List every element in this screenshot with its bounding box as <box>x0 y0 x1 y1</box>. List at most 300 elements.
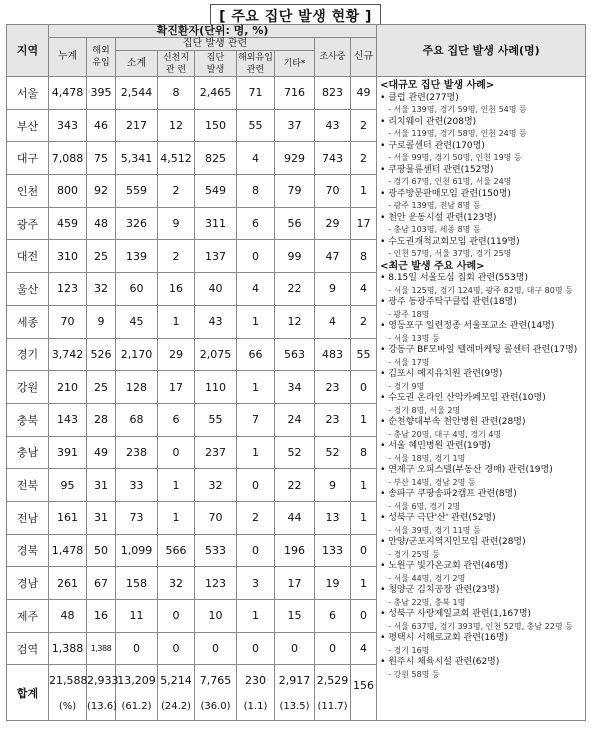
cluster-cell: 70 <box>195 501 237 534</box>
cluster-cell: 533 <box>195 534 237 567</box>
total-total-cell <box>49 665 87 721</box>
case-item: • 김포시 예지유치원 관련(9명) <box>380 369 503 379</box>
case-name: 구로콜센터 관련(170명) <box>388 140 485 151</box>
case-item: • 원주시 체육시설 관련(62명) <box>380 657 500 667</box>
subtotal-cell: 5,341 <box>116 142 158 175</box>
other-cell: 12 <box>275 305 315 338</box>
total-overseas-cell <box>87 665 119 721</box>
other-cell: 563 <box>275 338 315 371</box>
total-percent: (24.2) <box>160 700 192 712</box>
case-name: 수도권개척교회모임 관련(119명) <box>388 236 520 247</box>
investigating-cell: 483 <box>315 338 351 371</box>
investigating-cell: 6 <box>315 600 351 633</box>
case-detail-text: 서울 6명, 경기 2명 <box>393 501 461 511</box>
new-cell: 55 <box>351 338 377 371</box>
overseas-related-cell: 1 <box>237 600 275 633</box>
case-name: 수도권 온라인 산악카페모임 관련(10명) <box>388 393 546 403</box>
overseas-related-cell: 0 <box>237 469 275 502</box>
table-row <box>7 77 586 110</box>
total-cell: 3,742 <box>49 338 87 371</box>
new-cell: 2 <box>351 142 377 175</box>
overseas-related-cell: 66 <box>237 338 275 371</box>
new-cell: 1 <box>351 567 377 600</box>
total-shincheonji-cell <box>158 665 195 721</box>
total-subtotal-cell <box>116 665 158 721</box>
total-percent: (11.7) <box>317 700 348 712</box>
case-detail-text: 서울 44명, 경기 2명 <box>393 573 466 583</box>
overseas-related-cell: 0 <box>237 534 275 567</box>
total-cell: 1,388 <box>49 632 87 665</box>
case-detail-text: 서울 39명, 경기 11명 등 <box>393 525 481 535</box>
new-cell: 8 <box>351 436 377 469</box>
subtotal-cell: 60 <box>116 273 158 306</box>
overseas-related-cell: 2 <box>237 501 275 534</box>
case-detail-text: 충남 20명, 대구 4명, 경기 4명 <box>393 429 502 439</box>
case-detail: - 서울 17명 <box>388 357 430 367</box>
subtotal-cell: 73 <box>116 501 158 534</box>
case-item: • 광주 동광주탁구클럽 관련(18명) <box>380 297 517 307</box>
case-detail: - 충남 103명, 세종 8명 등 <box>388 225 481 234</box>
total-cell: 161 <box>49 501 87 534</box>
other-cell: 44 <box>275 501 315 534</box>
case-name: 김포시 예지유치원 관련(9명) <box>388 369 503 379</box>
shincheonji-cell: 1 <box>158 305 195 338</box>
overseas-cell: 9 <box>87 305 116 338</box>
case-detail: - 서울 119명, 경기 58명, 인천 24명 등 <box>388 129 527 138</box>
header-overseas-related: 해외유입 관련 <box>238 52 273 75</box>
case-detail-text: 서울 17명 <box>393 357 430 367</box>
investigating-cell: 0 <box>315 632 351 665</box>
case-detail: - 광주 139명, 전남 8명 등 <box>388 201 481 210</box>
total-percent: (13.6) <box>87 700 118 712</box>
table-body <box>7 77 586 721</box>
other-cell: 24 <box>275 403 315 436</box>
other-cell: 0 <box>275 632 315 665</box>
header-cluster-outbreak: 집단 발생 <box>195 51 237 77</box>
shincheonji-cell: 8 <box>158 77 195 110</box>
overseas-cell: 25 <box>87 371 116 404</box>
investigating-cell: 743 <box>315 142 351 175</box>
region-cell: 서울 <box>7 77 49 110</box>
region-cell: 인천 <box>7 175 49 208</box>
investigating-cell: 70 <box>315 175 351 208</box>
investigating-cell: 52 <box>315 436 351 469</box>
case-detail: - 경기 25명 등 <box>388 549 440 559</box>
cluster-cell: 55 <box>195 403 237 436</box>
case-detail: - 서울 44명, 경기 2명 <box>388 573 466 583</box>
case-item: • 8.15일 서울도심 집회 관련(553명) <box>380 273 528 283</box>
new-cell: 49 <box>351 77 377 110</box>
case-item: • 서울 혜민병원 관련(19명) <box>380 441 491 451</box>
subtotal-cell: 1,099 <box>116 534 158 567</box>
subtotal-cell: 2,170 <box>116 338 158 371</box>
case-detail: - 충남 22명, 충북 1명 <box>388 597 466 607</box>
investigating-cell: 823 <box>315 77 351 110</box>
cluster-cell: 549 <box>195 175 237 208</box>
cluster-cell: 123 <box>195 567 237 600</box>
case-name: 안양/군포지역지인모임 관련(28명) <box>388 537 526 547</box>
case-item: • 안양/군포지역지인모임 관련(28명) <box>380 537 526 547</box>
case-detail-text: 인천 57명, 서울 37명, 경기 25명 <box>393 249 512 258</box>
total-value: 7,765 <box>199 673 232 687</box>
overseas-related-cell: 3 <box>237 567 275 600</box>
subtotal-cell: 326 <box>116 207 158 240</box>
new-cell: 0 <box>351 371 377 404</box>
region-cell: 경기 <box>7 338 49 371</box>
shincheonji-cell: 4,512 <box>158 142 195 175</box>
overseas-related-cell: 71 <box>237 77 275 110</box>
case-name: 광주방문판매모임 관련(150명) <box>388 188 511 199</box>
other-cell: 716 <box>275 77 315 110</box>
cluster-cell: 150 <box>195 109 237 142</box>
region-cell: 제주 <box>7 600 49 633</box>
total-cell: 7,088 <box>49 142 87 175</box>
total-cell: 4,478 <box>49 77 87 110</box>
case-detail: - 경기 16명 <box>388 645 430 655</box>
investigating-cell: 19 <box>315 567 351 600</box>
total-cell: 210 <box>49 371 87 404</box>
case-name: 평택시 서해로교회 관련(16명) <box>388 633 509 643</box>
case-name: 송파구 쿠팡송파2캠프 관련(8명) <box>388 489 517 499</box>
new-cell: 1 <box>351 501 377 534</box>
new-cell: 4 <box>351 273 377 306</box>
case-name: 서울 혜민병원 관련(19명) <box>388 441 491 451</box>
case-item: • 쿠팡물류센터 관련(152명) <box>380 164 494 175</box>
overseas-cell: 32 <box>87 273 116 306</box>
case-detail-text: 경기 9명 <box>393 381 425 391</box>
case-name: 연제구 오피스텔(부동산 경매) 관련(19명) <box>388 465 553 475</box>
overseas-related-cell: 0 <box>237 240 275 273</box>
other-cell: 37 <box>275 109 315 142</box>
other-cell: 56 <box>275 207 315 240</box>
header-new: 신규 <box>351 38 377 77</box>
total-value: 2,529 <box>316 673 349 687</box>
shincheonji-cell: 16 <box>158 273 195 306</box>
total-value: 230 <box>245 673 266 687</box>
case-name: 원주시 체육시설 관련(62명) <box>388 657 500 667</box>
other-cell: 34 <box>275 371 315 404</box>
subtotal-cell: 45 <box>116 305 158 338</box>
header-region: 지역 <box>7 25 49 77</box>
shincheonji-cell: 32 <box>158 567 195 600</box>
cluster-cell: 311 <box>195 207 237 240</box>
case-name: 리치웨이 관련(208명) <box>388 116 477 127</box>
case-name: 8.15일 서울도심 집회 관련(553명) <box>388 273 528 283</box>
overseas-cell: 395 <box>87 77 116 110</box>
cluster-cell: 0 <box>195 632 237 665</box>
case-name: 성북구 극단'산' 관련(52명) <box>388 513 496 523</box>
case-detail-text: 서울 18명, 경기 1명 <box>393 453 466 463</box>
case-detail: - 서울 39명, 경기 11명 등 <box>388 525 481 535</box>
total-value: 156 <box>353 679 375 693</box>
total-cell: 391 <box>49 436 87 469</box>
case-detail-text: 서울 637명, 경기 393명, 인천 52명, 충남 22명 등 <box>393 621 573 631</box>
total-cell: 95 <box>49 469 87 502</box>
case-item: • 연제구 오피스텔(부동산 경매) 관련(19명) <box>380 465 553 475</box>
case-item: • 순천향대부속 천안병원 관련(28명) <box>380 417 526 427</box>
case-detail-text: 강원 58명 등 <box>393 669 440 679</box>
case-detail: - 서울 6명, 경기 2명 <box>388 501 461 511</box>
other-cell: 15 <box>275 600 315 633</box>
total-cell: 48 <box>49 600 87 633</box>
new-cell: 17 <box>351 207 377 240</box>
overseas-cell: 50 <box>87 534 116 567</box>
case-item: • 평택시 서해로교회 관련(16명) <box>380 633 509 643</box>
overseas-related-cell: 8 <box>237 175 275 208</box>
header-cluster: 집단 발생 관련 <box>116 38 315 51</box>
investigating-cell: 13 <box>315 501 351 534</box>
total-cell: 800 <box>49 175 87 208</box>
overseas-related-cell: 1 <box>237 436 275 469</box>
cluster-cell: 10 <box>195 600 237 633</box>
cases-cell <box>377 77 586 721</box>
investigating-cell: 9 <box>315 273 351 306</box>
header-confirmed: 확진환자(단위: 명, %) <box>49 25 377 38</box>
overseas-cell: 1,388 <box>87 632 116 665</box>
subtotal-cell: 11 <box>116 600 158 633</box>
investigating-cell: 43 <box>315 109 351 142</box>
cluster-cell: 137 <box>195 240 237 273</box>
case-detail-text: 경기 16명 <box>393 645 430 655</box>
header-subtotal: 소계 <box>116 51 158 77</box>
header-shincheonji: 신천지 관 련 <box>158 51 195 77</box>
total-percent: (%) <box>58 700 77 712</box>
new-cell: 1 <box>351 469 377 502</box>
other-cell: 929 <box>275 142 315 175</box>
region-cell: 충남 <box>7 436 49 469</box>
cluster-cell: 825 <box>195 142 237 175</box>
case-name: 천안 운동시설 관련(123명) <box>388 212 497 223</box>
case-detail-text: 부산 14명, 경남 2명 등 <box>393 477 476 487</box>
other-cell: 17 <box>275 567 315 600</box>
total-cell: 459 <box>49 207 87 240</box>
case-name: 영등포구 일련정종 서울포교소 관련(14명) <box>388 321 555 331</box>
case-detail-text: 서울 13명 등 <box>393 333 440 343</box>
case-name: 순천향대부속 천안병원 관련(28명) <box>388 417 526 427</box>
region-cell: 부산 <box>7 109 49 142</box>
case-item: • 영등포구 일련정종 서울포교소 관련(14명) <box>380 321 555 331</box>
region-cell: 전북 <box>7 469 49 502</box>
new-cell: 8 <box>351 240 377 273</box>
shincheonji-cell: 29 <box>158 338 195 371</box>
total-cell: 1,478 <box>49 534 87 567</box>
shincheonji-cell: 0 <box>158 600 195 633</box>
overseas-cell: 48 <box>87 207 116 240</box>
case-item: • 강동구 BF모바일 텔레마케팅 콜센터 관련(17명) <box>380 345 578 355</box>
overseas-related-cell: 7 <box>237 403 275 436</box>
shincheonji-cell: 2 <box>158 240 195 273</box>
case-item: • 수도권개척교회모임 관련(119명) <box>380 236 520 247</box>
subtotal-cell: 559 <box>116 175 158 208</box>
other-cell: 79 <box>275 175 315 208</box>
case-item: • 송파구 쿠팡송파2캠프 관련(8명) <box>380 489 517 499</box>
subtotal-cell: 128 <box>116 371 158 404</box>
case-detail: - 인천 57명, 서울 37명, 경기 25명 <box>388 249 512 258</box>
total-cell: 70 <box>49 305 87 338</box>
total-other-cell <box>275 665 315 721</box>
case-detail-text: 광주 18명 <box>393 309 430 319</box>
case-name: 클럽 관련(277명) <box>388 92 459 103</box>
investigating-cell: 133 <box>315 534 351 567</box>
case-detail: - 서울 125명, 경기 124명, 광주 82명, 대구 80명 등 <box>388 285 573 295</box>
region-cell: 울산 <box>7 273 49 306</box>
region-cell: 광주 <box>7 207 49 240</box>
subtotal-cell: 139 <box>116 240 158 273</box>
other-cell: 99 <box>275 240 315 273</box>
cluster-cell: 32 <box>195 469 237 502</box>
total-cluster-cell <box>195 665 237 721</box>
investigating-cell: 47 <box>315 240 351 273</box>
case-name: 광주 동광주탁구클럽 관련(18명) <box>388 297 517 307</box>
total-new-cell <box>351 665 377 721</box>
total-value: 21,588 <box>49 673 88 687</box>
case-detail-text: 서울 139명, 경기 59명, 인천 54명 등 <box>393 105 527 114</box>
region-cell: 대전 <box>7 240 49 273</box>
overseas-cell: 25 <box>87 240 116 273</box>
overseas-cell: 46 <box>87 109 116 142</box>
overseas-cell: 67 <box>87 567 116 600</box>
overseas-related-cell: 1 <box>237 305 275 338</box>
new-cell: 0 <box>351 600 377 633</box>
shincheonji-cell: 1 <box>158 469 195 502</box>
case-detail-text: 서울 99명, 경기 50명, 인천 19명 등 <box>393 153 522 162</box>
total-percent: (36.0) <box>200 700 231 712</box>
subtotal-cell: 238 <box>116 436 158 469</box>
overseas-cell: 75 <box>87 142 116 175</box>
case-name: 강동구 BF모바일 텔레마케팅 콜센터 관련(17명) <box>388 345 578 355</box>
total-percent: (13.5) <box>279 700 310 712</box>
case-item: • 청양군 김치공장 관련(23명) <box>380 585 500 595</box>
shincheonji-cell: 6 <box>158 403 195 436</box>
case-name: 쿠팡물류센터 관련(152명) <box>388 164 494 175</box>
shincheonji-cell: 17 <box>158 371 195 404</box>
header-overseas: 해외 유입 <box>87 38 116 77</box>
case-detail: - 경기 8명, 서울 2명 <box>388 405 461 415</box>
overseas-cell: 28 <box>87 403 116 436</box>
case-detail-text: 경기 8명, 서울 2명 <box>393 405 461 415</box>
overseas-cell: 92 <box>87 175 116 208</box>
total-cell: 123 <box>49 273 87 306</box>
case-detail: - 강원 58명 등 <box>388 669 440 679</box>
investigating-cell: 9 <box>315 469 351 502</box>
region-cell: 강원 <box>7 371 49 404</box>
case-name: 성북구 사랑제일교회 관련(1,167명) <box>388 609 532 619</box>
case-detail: - 서울 99명, 경기 50명, 인천 19명 등 <box>388 153 522 162</box>
region-cell: 검역 <box>7 632 49 665</box>
case-item: • 리치웨이 관련(208명) <box>380 116 477 127</box>
cluster-table <box>6 24 586 721</box>
new-cell: 4 <box>351 632 377 665</box>
cluster-cell: 237 <box>195 436 237 469</box>
subtotal-cell: 217 <box>116 109 158 142</box>
case-detail-text: 경기 67명, 인천 61명, 서울 24명 <box>393 177 512 186</box>
total-percent: (61.2) <box>121 700 152 712</box>
case-detail: - 서울 13명 등 <box>388 333 440 343</box>
region-cell: 경남 <box>7 567 49 600</box>
header-total: 누계 <box>49 38 87 77</box>
case-detail-text: 충남 22명, 충북 1명 <box>393 597 466 607</box>
case-item: • 구로콜센터 관련(170명) <box>380 140 485 151</box>
total-cell: 261 <box>49 567 87 600</box>
case-detail-text: 서울 125명, 경기 124명, 광주 82명, 대구 80명 등 <box>393 285 573 295</box>
case-item: • 성북구 극단'산' 관련(52명) <box>380 513 496 523</box>
case-name: 청양군 김치공장 관련(23명) <box>388 585 500 595</box>
case-item: • 천안 운동시설 관련(123명) <box>380 212 497 223</box>
case-detail: - 충남 20명, 대구 4명, 경기 4명 <box>388 429 502 439</box>
new-cell: 2 <box>351 305 377 338</box>
shincheonji-cell: 1 <box>158 501 195 534</box>
region-cell: 전남 <box>7 501 49 534</box>
new-cell: 2 <box>351 109 377 142</box>
case-detail: - 부산 14명, 경남 2명 등 <box>388 477 476 487</box>
header-cases: 주요 집단 발생 사례(명) <box>377 25 586 77</box>
overseas-cell: 31 <box>87 501 116 534</box>
overseas-related-cell: 4 <box>237 142 275 175</box>
investigating-cell: 29 <box>315 207 351 240</box>
case-detail-text: 충남 103명, 세종 8명 등 <box>393 225 481 234</box>
overseas-cell: 49 <box>87 436 116 469</box>
shincheonji-cell: 12 <box>158 109 195 142</box>
case-detail: - 광주 18명 <box>388 309 430 319</box>
totals-label: 합계 <box>7 665 49 721</box>
shincheonji-cell: 0 <box>158 436 195 469</box>
subtotal-cell: 33 <box>116 469 158 502</box>
investigating-cell: 23 <box>315 403 351 436</box>
cluster-cell: 110 <box>195 371 237 404</box>
overseas-cell: 526 <box>87 338 116 371</box>
case-detail: - 경기 9명 <box>388 381 425 391</box>
shincheonji-cell: 9 <box>158 207 195 240</box>
total-value: 2,917 <box>278 673 311 687</box>
case-detail: - 서울 139명, 경기 59명, 인천 54명 등 <box>388 105 527 114</box>
overseas-cell: 31 <box>87 469 116 502</box>
region-cell: 경북 <box>7 534 49 567</box>
total-value: 5,214 <box>160 673 192 687</box>
cluster-cell: 2,075 <box>195 338 237 371</box>
case-detail-text: 경기 25명 등 <box>393 549 440 559</box>
overseas-related-cell: 4 <box>237 273 275 306</box>
investigating-cell: 4 <box>315 305 351 338</box>
total-percent: (1.1) <box>243 700 268 712</box>
page-title: [ 주요 집단 발생 현황 ] <box>0 4 591 28</box>
case-detail: - 경기 67명, 인천 61명, 서울 24명 <box>388 177 512 186</box>
case-item: • 노원구 빛가온교회 관련(46명) <box>380 561 509 571</box>
case-item: • 성북구 사랑제일교회 관련(1,167명) <box>380 609 532 619</box>
case-detail: - 서울 637명, 경기 393명, 인천 52명, 충남 22명 등 <box>388 621 573 631</box>
shincheonji-cell: 0 <box>158 632 195 665</box>
case-item: • 광주방문판매모임 관련(150명) <box>380 188 511 199</box>
total-value: 13,209 <box>117 673 156 687</box>
case-detail-text: 서울 119명, 경기 58명, 인천 24명 등 <box>393 129 527 138</box>
subtotal-cell: 2,544 <box>116 77 158 110</box>
total-cell: 310 <box>49 240 87 273</box>
large-cases-heading: <대규모 집단 발생 사례> <box>380 80 495 91</box>
subtotal-cell: 68 <box>116 403 158 436</box>
other-cell: 22 <box>275 469 315 502</box>
overseas-related-cell: 0 <box>237 632 275 665</box>
case-detail-text: 광주 139명, 전남 8명 등 <box>393 201 481 210</box>
cluster-cell: 43 <box>195 305 237 338</box>
overseas-related-cell: 1 <box>237 371 275 404</box>
region-cell: 충북 <box>7 403 49 436</box>
investigating-cell: 23 <box>315 371 351 404</box>
shincheonji-cell: 566 <box>158 534 195 567</box>
total-cell: 143 <box>49 403 87 436</box>
other-cell: 22 <box>275 273 315 306</box>
cluster-cell: 2,465 <box>195 77 237 110</box>
case-item: • 수도권 온라인 산악카페모임 관련(10명) <box>380 393 546 403</box>
total-overseas-related-cell <box>237 665 275 721</box>
